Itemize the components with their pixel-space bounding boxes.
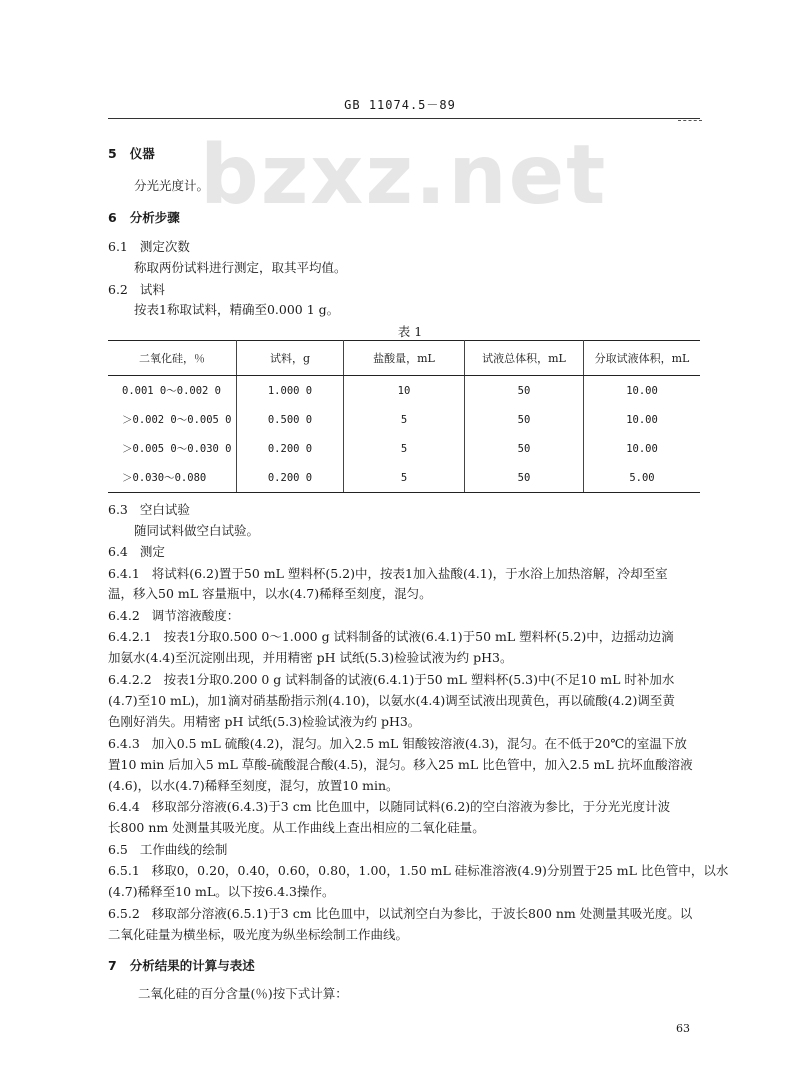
section-6-4-1-line1 [108,564,668,582]
table-cell: 0.200 0 [237,463,344,493]
paragraph-text: 按表1分取0.500 0～1.000 g 试料制备的试液(6.4.1)于50 mL 塑料杯(5.2)中，边摇动边滴 [163,629,674,644]
section-6-3-body: 随同试料做空白试验。 [134,523,260,538]
table-cell: 10.00 [626,442,658,455]
table-cell: 5 [344,463,465,493]
watermark: bzxz.net [200,128,608,223]
section-6-4-2-1-line2: 加氨水(4.4)至沉淀刚出现，并用精密 pH 试纸(5.3)检验试液为约 pH3。 [108,650,513,665]
section-6-4-3-line1 [108,734,687,752]
table-cell: 5 [344,434,465,463]
paragraph-text: 按表1分取0.200 0 g 试料制备的试液(6.4.1)于50 mL 塑料杯(5.3)中(不足10 mL 时补加水 [163,672,675,687]
section-6-4-3-line3: (4.6)，以水(4.7)稀释至刻度，混匀，放置10 min。 [108,778,399,793]
table-cell: 10 [344,376,465,406]
paragraph-text: 移取0，0.20，0.40，0.60，0.80，1.00，1.50 mL 硅标准溶液(4.9)分别置于25 mL 比色管中，以水 [151,863,729,878]
section-title: 工作曲线的绘制 [139,842,228,857]
table-header-cell: 盐酸量，mL [344,341,465,376]
table-header-row [108,341,700,376]
section-title: 分析步骤 [129,210,180,225]
table-cell: 10.00 [626,413,658,426]
section-number: 6.5.2 [108,906,140,921]
section-6-4-1-line2: 温，移入50 mL 容量瓶中，以水(4.7)稀释至刻度，混匀。 [108,586,432,601]
table-caption: 表 1 [397,324,423,339]
section-number: 5 [108,146,117,161]
section-6-5-2-line2: 二氧化硅量为横坐标，吸光度为纵坐标绘制工作曲线。 [108,927,409,942]
section-6-4-2-1-line1 [108,627,674,645]
page-number: 63 [676,1022,690,1035]
table-header-cell: 试液总体积，mL [465,341,584,376]
section-title: 仪器 [129,146,155,161]
table-cell: 0.001 0～0.002 0 [108,376,237,406]
section-6-4-2-2-line2: (4.7)至10 mL)，加1滴对硝基酚指示剂(4.10)，以氨水(4.4)调至试液出现黄色，再以硫酸(4.2)调至黄 [108,693,675,708]
paragraph-text: 加入0.5 mL 硫酸(4.2)，混匀。加入2.5 mL 钼酸铵溶液(4.3)，混匀。在不低于20℃的室温下放 [151,736,687,751]
section-6-5-1-line2: (4.7)稀释至10 mL。以下按6.4.3操作。 [108,884,335,899]
table-cell: 50 [465,376,584,406]
section-title: 试料 [139,282,165,297]
table-row [108,376,700,406]
section-number: 7 [108,958,117,973]
table-cell: ＞0.005 0～0.030 0 [108,434,237,463]
section-6-4-2-2-line1 [108,670,674,688]
paragraph-text: 将试料(6.2)置于50 mL 塑料杯(5.2)中，按表1加入盐酸(4.1)，于水浴上加热溶解，冷却至室 [151,566,668,581]
section-6-1-body: 称取两份试料进行测定，取其平均值。 [134,260,347,275]
section-6-1-heading [108,237,190,255]
section-number: 6.4.3 [108,736,140,751]
section-6-4-4-line1 [108,797,670,815]
section-6-4-heading [108,542,165,560]
table-cell: 1.000 0 [237,376,344,406]
table-cell: ＞0.030～0.080 [108,463,237,493]
section-title: 空白试验 [139,502,190,517]
table-cell: ＞0.002 0～0.005 0 [108,405,237,434]
table-cell: 10.00 [626,384,658,397]
section-7-body: 二氧化硅的百分含量(％)按下式计算： [138,986,348,1001]
section-6-5-heading [108,840,227,858]
section-6-2-body: 按表1称取试料，精确至0.000 1 g。 [134,302,340,317]
section-5-body: 分光光度计。 [134,178,210,193]
table-row [108,434,700,463]
table-cell: 50 [465,434,584,463]
table-cell: 5 [344,405,465,434]
table-cell: 0.500 0 [237,405,344,434]
section-5-heading [108,144,155,162]
section-number: 6.4.2.2 [108,672,152,687]
section-number: 6.4 [108,544,128,559]
section-number: 6.4.2 [108,608,140,623]
section-title: 分析结果的计算与表述 [129,958,255,973]
table-1 [108,340,700,493]
section-title: 测定 [139,544,165,559]
section-title: 测定次数 [139,239,190,254]
section-number: 6.2 [108,282,128,297]
section-number: 6.3 [108,502,128,517]
section-6-2-heading [108,280,165,298]
section-7-heading [108,956,255,974]
section-6-heading [108,208,180,226]
section-6-4-2-2-line3: 色刚好消失。用精密 pH 试纸(5.3)检验试液为约 pH3。 [108,714,421,729]
section-number: 6.4.4 [108,799,140,814]
table-cell: 50 [465,463,584,493]
document-header: GB 11074.5－89 [344,98,456,112]
table-header-cell: 分取试液体积，mL [584,341,701,376]
section-number: 6.4.1 [108,566,140,581]
table-cell: 5.00 [584,463,701,493]
paragraph-text: 移取部分溶液(6.5.1)于3 cm 比色皿中，以试剂空白为参比，于波长800 nm 处测量其吸光度。以 [151,906,693,921]
header-rule-dash [678,120,702,121]
section-number: 6.4.2.1 [108,629,152,644]
section-6-3-heading [108,500,190,518]
section-6-4-2-heading [108,606,239,624]
table-header-cell: 试料，g [237,341,344,376]
section-6-5-2-line1 [108,904,692,922]
table-cell: 0.200 0 [237,434,344,463]
section-number: 6.5 [108,842,128,857]
section-number: 6.5.1 [108,863,140,878]
table-header-cell: 二氧化硅，％ [108,341,237,376]
section-number: 6.1 [108,239,128,254]
paragraph-text: 移取部分溶液(6.4.3)于3 cm 比色皿中，以随同试料(6.2)的空白溶液为参比，于分光光度计波 [151,799,671,814]
section-number: 6 [108,210,117,225]
section-6-4-4-line2: 长800 nm 处测量其吸光度。从工作曲线上查出相应的二氧化硅量。 [108,820,485,835]
table-row [108,405,700,434]
section-title: 调节溶液酸度： [151,608,240,623]
table-cell: 50 [465,405,584,434]
header-rule [108,118,700,119]
table-row [108,463,700,493]
section-6-5-1-line1 [108,861,728,879]
section-6-4-3-line2: 置10 min 后加入5 mL 草酸-硫酸混合酸(4.5)，混匀。移入25 mL 比色管中，加入2.5 mL 抗坏血酸溶液 [108,757,693,772]
